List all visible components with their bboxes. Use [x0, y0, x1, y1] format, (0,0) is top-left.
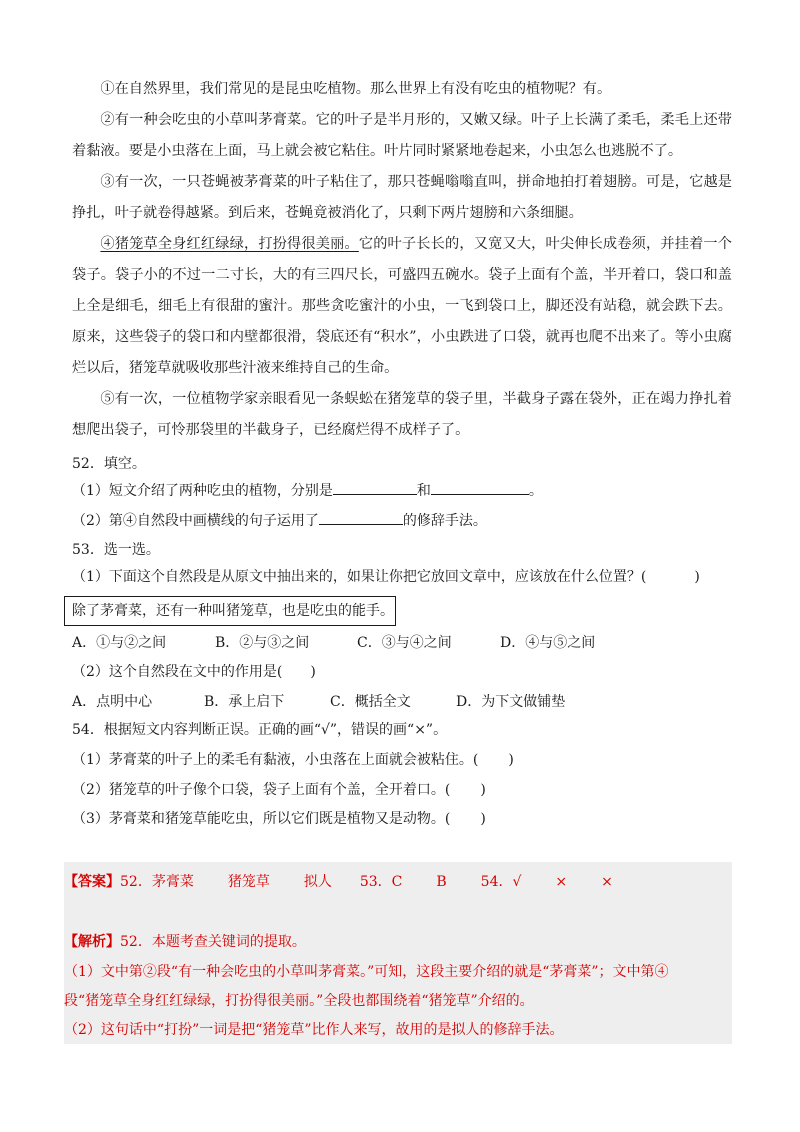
analysis-line-1: （1）文中第②段“有一种会吃虫的小草叫茅膏菜。”可知，这段主要介绍的就是“茅膏菜”；文中第④ [64, 964, 669, 980]
q53-option-c[interactable]: C．③与④之间 [357, 635, 452, 651]
q54-item-1 [72, 750, 514, 770]
q53-sub2 [72, 662, 316, 682]
q54-item-2 [72, 780, 486, 800]
passage-paragraph-1: ①在自然界里，我们常见的是昆虫吃植物。那么世界上有没有吃虫的植物呢？有。 [100, 81, 612, 97]
q53-option-b[interactable]: B．②与③之间 [215, 635, 310, 651]
q53-option-d[interactable]: D．④与⑤之间 [500, 635, 596, 651]
q52-blank-3[interactable] [319, 510, 403, 525]
q52-blank-2[interactable] [431, 480, 529, 495]
q53-sub2-text: （2）这个自然段在文中的作用是( [72, 664, 283, 680]
passage-paragraph-2: ②有一种会吃虫的小草叫茅膏菜。它的叶子是半月形的，又嫩又绿。叶子上长满了柔毛，柔毛上还带着黏液。要是小虫落在上面，马上就会被它粘住。叶片同时紧紧地卷起来，小虫怎么也逃脱不了。 [72, 112, 732, 159]
q53-2-option-b[interactable]: B．承上启下 [204, 694, 285, 710]
extracted-paragraph-text: 除了茅膏菜，还有一种叫猪笼草，也是吃虫的能手。 [72, 603, 394, 619]
q53-option-a[interactable]: A．①与②之间 [72, 635, 167, 651]
analysis-intro: 52．本题考查关键词的提取。 [120, 934, 306, 950]
q52-sub1-text-c: 。 [528, 483, 543, 499]
analysis-tag: 【解析】 [64, 934, 120, 950]
q54-item-2-text: （2）猪笼草的叶子像个口袋，袋子上面有个盖，全开着口。( [72, 782, 451, 798]
extracted-paragraph-box [64, 596, 396, 626]
q52-sub2-text-b: 的修辞手法。 [402, 513, 487, 529]
q52-sub1-text-a: （1）短文介绍了两种吃虫的植物，分别是 [72, 483, 333, 499]
q53-sub1-close: ) [694, 569, 700, 585]
q53-sub1 [72, 567, 700, 587]
q52-sub2 [72, 510, 487, 531]
answer-54-2: × [555, 874, 568, 890]
q53-title: 53．选一选。 [72, 542, 160, 558]
q52-blank-1[interactable] [333, 480, 417, 495]
passage-paragraph-5: ⑤有一次，一位植物学家亲眼看见一条蜈蚣在猪笼草的袋子里，半截身子露在袋外，正在竭力挣扎着想爬出袋子，可怜那袋里的半截身子，已经腐烂得不成样子了。 [72, 391, 732, 438]
q54-item-3-close: ) [480, 811, 486, 827]
q54-item-1-close: ) [508, 752, 514, 768]
q52-sub2-text-a: （2）第④自然段中画横线的句子运用了 [72, 513, 319, 529]
answer-52-2: 猪笼草 [227, 874, 270, 890]
q54-item-3-text: （3）茅膏菜和猪笼草能吃虫，所以它们既是植物又是动物。( [72, 811, 451, 827]
q54-title: 54．根据短文内容判断正误。正确的画“√”，错误的画“×”。 [72, 722, 448, 738]
q53-2-option-c[interactable]: C．概括全文 [330, 694, 411, 710]
analysis-line-2: 段“猪笼草全身红红绿绿，打扮得很美丽。”全段也都围绕着“猪笼草”介绍的。 [64, 993, 534, 1009]
answer-54-3: × [601, 874, 613, 890]
q53-2-option-a[interactable]: A．点明中心 [72, 694, 153, 710]
passage-paragraph-4 [72, 229, 732, 384]
q54-item-3 [72, 809, 486, 829]
answer-52-1: 52．茅膏菜 [120, 874, 194, 890]
analysis-line-3: （2）这句话中“打扮”一词是把“猪笼草”比作人来写，故用的是拟人的修辞手法。 [64, 1022, 564, 1038]
answer-line [64, 872, 613, 892]
answer-53-2: B [436, 874, 447, 890]
q52-sub1 [72, 480, 543, 501]
q52-sub1-text-b: 和 [416, 483, 431, 499]
passage-paragraph-3: ③有一次，一只苍蝇被茅膏菜的叶子粘住了，那只苍蝇嗡嗡直叫，拼命地拍打着翅膀。可是，它越是挣扎，叶子就卷得越紧。到后来，苍蝇竟被消化了，只剩下两片翅膀和六条细腿。 [72, 174, 732, 221]
answer-54-1: 54．√ [480, 874, 522, 890]
analysis-line-0 [64, 932, 306, 952]
passage-paragraph-4-rest: 它的叶子长长的，又宽又大，叶尖伸长成卷须，并挂着一个袋子。袋子小的不过一二寸长，大的有三四尺长，可盛四五碗水。袋子上面有个盖，半开着口，袋口和盖上全是细毛，细毛上有很甜的蜜汁。那些贪吃蜜汁的小虫，一飞到袋口上，脚还没有站稳，就会跌下去。原来，这些袋子的袋口和内壁都很滑，袋底还有“积水”，小虫跌进了口袋，就再也爬不出来了。等小虫腐烂以后，猪笼草就吸收那些汁液来维持自己的生命。 [72, 236, 732, 376]
answer-53-1: 53．C [359, 874, 403, 890]
q52-title: 52．填空。 [72, 456, 146, 472]
q54-item-1-text: （1）茅膏菜的叶子上的柔毛有黏液，小虫落在上面就会被粘住。( [72, 752, 479, 768]
underlined-sentence: ④猪笼草全身红红绿绿，打扮得很美丽。 [100, 236, 359, 252]
answer-tag: 【答案】 [64, 874, 120, 890]
q53-sub1-text: （1）下面这个自然段是从原文中抽出来的，如果让你把它放回文章中，应该放在什么位置？( [72, 569, 647, 585]
answer-52-3: 拟人 [303, 874, 332, 890]
q53-2-option-d[interactable]: D．为下文做铺垫 [456, 694, 566, 710]
q54-item-2-close: ) [480, 782, 486, 798]
q53-sub2-close: ) [310, 664, 316, 680]
